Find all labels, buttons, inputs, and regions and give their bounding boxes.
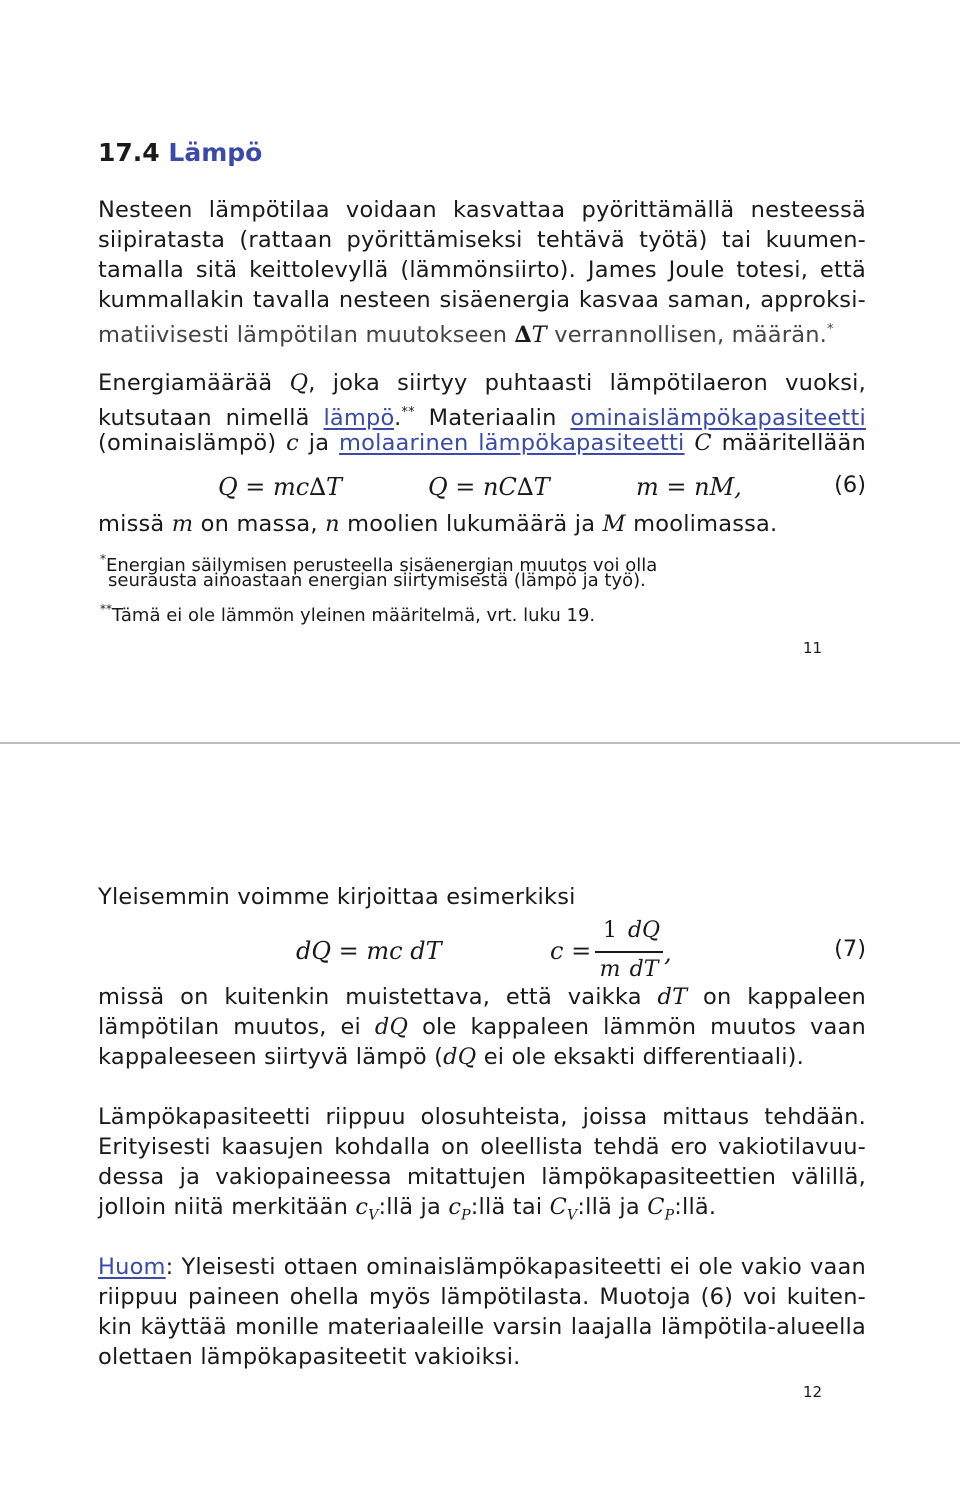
math-C: C — [549, 1194, 568, 1220]
text-fragment: ei ole eksakti differentiaali). — [476, 1044, 804, 1070]
text-line: tamalla sitä keittolevyllä (lämmönsiirto). James Joule totesi, että — [98, 257, 866, 283]
equation-part: m = nM, — [636, 473, 742, 501]
footnote-text: Energian säilymisen perusteella sisäenergian muutos voi olla — [106, 555, 658, 576]
link-ominaislampokapasiteetti[interactable]: ominaislämpökapasiteetti — [570, 405, 866, 431]
footnote-2 — [100, 598, 595, 627]
math-dT: dT — [657, 984, 688, 1010]
math-Q: Q — [289, 370, 309, 396]
text-fragment: . — [394, 405, 402, 431]
text-fragment: on kappaleen — [687, 984, 866, 1010]
page-number: 12 — [803, 1383, 823, 1401]
text-fragment: verrannollisen, määrän. — [546, 322, 828, 348]
equation-number: (7) — [834, 936, 866, 962]
math-subscript: P — [664, 1207, 675, 1224]
math-m: m — [171, 511, 194, 537]
footnote-mark: * — [100, 552, 106, 566]
page-number: 11 — [803, 639, 823, 657]
text-line — [98, 982, 866, 1012]
text-fragment: määritellään — [711, 430, 866, 456]
equation-part: dQ = mc dT — [296, 937, 442, 965]
text-fragment: kutsutaan nimellä — [98, 405, 324, 431]
math-subscript: V — [567, 1207, 578, 1224]
footnote-line: seurausta ainoastaan energian siirtymisestä (lämpö ja työ). — [108, 570, 646, 591]
text-fragment: :llä ja — [577, 1194, 648, 1220]
fraction-denominator: m — [599, 957, 621, 982]
math-C: C — [694, 430, 712, 456]
section-number: 17.4 — [98, 138, 160, 167]
link-huom[interactable]: Huom — [98, 1254, 166, 1280]
text-line: riippuu paineen ohella myös lämpötilasta. Muotoja (6) voi kuiten- — [98, 1284, 866, 1310]
math-dQ: dQ — [443, 1044, 477, 1070]
text-line: siipiratasta (rattaan pyörittämiseksi tehtävä työtä) tai kuumen- — [98, 227, 866, 253]
math-c: c — [355, 1194, 369, 1220]
equation-part: Q = mc∆T — [218, 473, 343, 501]
text-fragment: kappaleeseen siirtyvä lämpö ( — [98, 1044, 444, 1070]
delta-symbol: ∆ — [514, 322, 532, 348]
text-line: kin käyttää monille materiaaleille varsin laajalla lämpötila-alueella — [98, 1314, 866, 1340]
intro-line: Yleisemmin voimme kirjoittaa esimerkiksi — [98, 884, 576, 910]
text-line — [98, 428, 866, 458]
text-line — [98, 368, 866, 398]
math-c: c — [286, 430, 299, 456]
fraction-denominator: dT — [629, 957, 659, 982]
math-dQ: dQ — [374, 1014, 409, 1040]
text-fragment: , joka siirtyy puhtaasti lämpötilaeron vuoksi, — [308, 370, 866, 396]
fraction-numerator: 1 — [603, 918, 617, 943]
text-fragment: ole kappaleen lämmön muutos vaan — [408, 1014, 866, 1040]
text-line — [98, 315, 866, 350]
text-fragment: matiivisesti lämpötilan muutokseen — [98, 322, 515, 348]
text-fragment: jolloin niitä merkitään — [98, 1194, 356, 1220]
equation-part: Q = nC∆T — [428, 473, 550, 501]
section-title: Lämpö — [168, 138, 263, 167]
math-C: C — [647, 1194, 665, 1220]
math-M: M — [602, 511, 626, 537]
text-line — [98, 1192, 866, 1231]
text-line — [98, 509, 866, 539]
text-fragment: moolimassa. — [625, 511, 778, 537]
text-line: olettaen lämpökapasiteetit vakioiksi. — [98, 1344, 521, 1370]
text-fragment: missä — [98, 511, 172, 537]
text-fragment: :llä. — [674, 1194, 717, 1220]
text-fragment: lämpötilan muutos, ei — [98, 1014, 375, 1040]
math-c: c — [448, 1194, 462, 1220]
footnote-ref-2[interactable]: ** — [401, 405, 415, 420]
text-line: Erityisesti kaasujen kohdalla on oleellista tehdä ero vakiotilavuu- — [98, 1134, 866, 1160]
text-fragment: ja — [298, 430, 340, 456]
math-n: n — [325, 511, 340, 537]
text-line: Nesteen lämpötilaa voidaan kasvattaa pyörittämällä nesteessä — [98, 197, 866, 223]
footnote-text: Tämä ei ole lämmön yleinen määritelmä, vrt. luku 19. — [112, 605, 596, 626]
math-subscript: P — [461, 1207, 471, 1224]
fraction-bar — [595, 951, 663, 953]
text-line: Lämpökapasiteetti riippuu olosuhteista, joissa mittaus tehdään. — [98, 1104, 866, 1130]
text-fragment: missä on kuitenkin muistettava, että vaikka — [98, 984, 658, 1010]
link-lampo[interactable]: lämpö — [323, 405, 395, 431]
equation-part: , — [664, 939, 672, 967]
math-subscript: V — [368, 1207, 379, 1224]
text-fragment: (ominaislämpö) — [98, 430, 287, 456]
slide-page-11 — [0, 0, 960, 742]
text-line — [98, 1252, 866, 1282]
footnote-mark: ** — [100, 602, 112, 616]
text-fragment: Materiaalin — [414, 405, 571, 431]
text-fragment: on massa, — [193, 511, 326, 537]
footnote-ref-1[interactable]: * — [827, 322, 834, 337]
text-fragment: : Yleisesti ottaen ominaislämpökapasiteetti ei ole vakio vaan — [165, 1254, 866, 1280]
text-line: kummallakin tavalla nesteen sisäenergia kasvaa saman, approksi- — [98, 287, 866, 313]
math-T: T — [531, 322, 547, 348]
text-fragment: :llä ja — [378, 1194, 449, 1220]
text-line — [98, 1012, 866, 1042]
text-fragment: moolien lukumäärä ja — [339, 511, 603, 537]
text-fragment: Energiamäärää — [98, 370, 290, 396]
equation-number: (6) — [834, 472, 866, 498]
section-heading — [98, 138, 262, 167]
text-line: dessa ja vakiopaineessa mitattujen lämpökapasiteettien välillä, — [98, 1164, 866, 1190]
link-molaarinen-lampokapasiteetti[interactable]: molaarinen lämpökapasiteetti — [339, 430, 685, 456]
slide-page-12 — [0, 744, 960, 1489]
equation-part: c = — [550, 937, 592, 965]
text-fragment: :llä tai — [470, 1194, 550, 1220]
fraction-numerator: dQ — [627, 918, 661, 943]
text-line — [98, 1042, 866, 1072]
